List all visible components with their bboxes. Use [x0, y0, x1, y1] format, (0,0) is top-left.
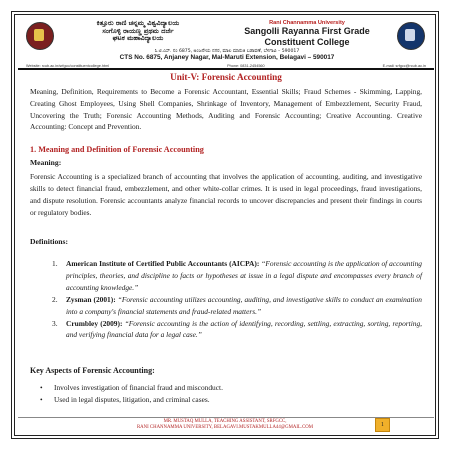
meaning-heading: Meaning: — [30, 158, 62, 167]
section-heading: 1. Meaning and Definition of Forensic Accounting — [30, 145, 204, 154]
definition-quote: “Forensic accounting is the action of identifying, recording, settling, extracting, sorting, reporting, and verifying financial data for a legal case.” — [66, 318, 423, 340]
college-name-line-1: Sangolli Rayanna First Grade — [244, 26, 370, 36]
key-aspects-list — [40, 382, 420, 406]
university-name: Rani Channamma University — [269, 20, 345, 26]
kannada-address: ಸಿ.ಟಿ.ಎಸ್. ನಂ 6875, ಅಂಜನೇಯ ನಗರ, ಮಾಲ ಮಾರುತಿ ಬಡಾವಣೆ, ಬೆಳಗಾವಿ – 590017 — [154, 49, 300, 54]
letterhead — [22, 20, 430, 72]
definition-quote: “Forensic accounting utilizes accounting, auditing, and investigative skills to conduct an examination into a company's financial statements and fraud-related matters.” — [66, 294, 422, 316]
phone-text: Phone: 0831-2454560 — [227, 64, 265, 68]
definitions-heading: Definitions: — [30, 237, 68, 246]
unit-title: Unit-V: Forensic Accounting — [170, 72, 282, 82]
definition-number: 3. — [52, 318, 58, 328]
definition-item — [52, 258, 422, 294]
website-text: Website: rcub.ac.in/srfgcc/constituentcollege.html — [26, 64, 110, 68]
list-item: • Involves investigation of financial fraud and misconduct. — [40, 382, 420, 394]
college-name-line-2: Constituent College — [264, 37, 350, 47]
footer-divider — [18, 417, 434, 418]
page-number-badge: 1 — [375, 418, 390, 432]
definition-item — [52, 318, 422, 342]
key-aspects-heading: Key Aspects of Forensic Accounting: — [30, 366, 155, 375]
syllabus-intro: Meaning, Definition, Requirements to Become a Forensic Accountant, Essential Skills; Fraud Schemes - Skimming, Lapping, Creating Ghost Employees, Using Shell Companies, Shrinkage of Inventory, Management of Embezzlement, Security Fraud, Uncovering the Truth; Forensic Accounting Methods, Auditing and Forensic Accounting; Creative Accounting. Creative Accounting: Concept and Prevention. — [30, 87, 422, 132]
college-address: CTS No. 6875, Anjaney Nagar, Mal-Maruti Extension, Belagavi – 590017 — [119, 54, 335, 61]
definition-source: American Institute of Certified Public Accountants (AICPA): — [66, 259, 260, 268]
definition-quote: “Forensic accounting is the application of accounting principles, theories, and discipline to facts or hypotheses at issue in a legal dispute and encompasses every branch of accounting knowledge.” — [66, 259, 422, 292]
meaning-paragraph: Forensic Accounting is a specialized branch of accounting that involves the application of accounting, auditing, and investigative skills to detect financial fraud, embezzlement, and other white-collar crimes. It is used in legal proceedings, fraud investigations, and dispute resolution. Forensic accountants analyze financial records to uncover discrepancies and present their findings in courts or regulatory bodies. — [30, 172, 422, 217]
definition-source: Zysman (2001): — [66, 294, 116, 304]
page-footer — [60, 419, 390, 431]
definition-item — [52, 294, 422, 318]
definitions-list — [52, 258, 422, 341]
definition-source: Crumbley (2009): — [66, 318, 123, 328]
kannada-line-2: ಸಂಗೊಳ್ಳಿ ರಾಯಣ್ಣ ಪ್ರಥಮ ದರ್ಜೆ — [102, 26, 174, 35]
kannada-college-name — [58, 20, 218, 43]
definition-number: 1. — [52, 259, 58, 268]
footer-line-2: RANI CHANNAMMA UNIVERSITY, BELAGAVI.MUSTAKMULLA44@GMAIL.COM — [136, 425, 313, 430]
university-emblem-icon — [26, 22, 54, 50]
header-divider — [18, 68, 434, 70]
footer-line-1: MR. MUSTAQ MULLA, TEACHING ASSISTANT, SRFGCC, — [163, 419, 287, 424]
college-emblem-icon — [397, 22, 425, 50]
email-text: E-mail: srfgcc@rcub.ac.in — [382, 64, 426, 68]
kannada-line-1: ಕಿತ್ತೂರು ರಾಣಿ ಚನ್ನಮ್ಮ ವಿಶ್ವವಿದ್ಯಾಲಯ — [96, 19, 180, 27]
kannada-line-3: ಘಟಕ ಮಹಾವಿದ್ಯಾಲಯ — [112, 34, 164, 43]
definition-number: 2. — [52, 294, 58, 304]
list-item: • Used in legal disputes, litigation, and criminal cases. — [40, 394, 420, 406]
